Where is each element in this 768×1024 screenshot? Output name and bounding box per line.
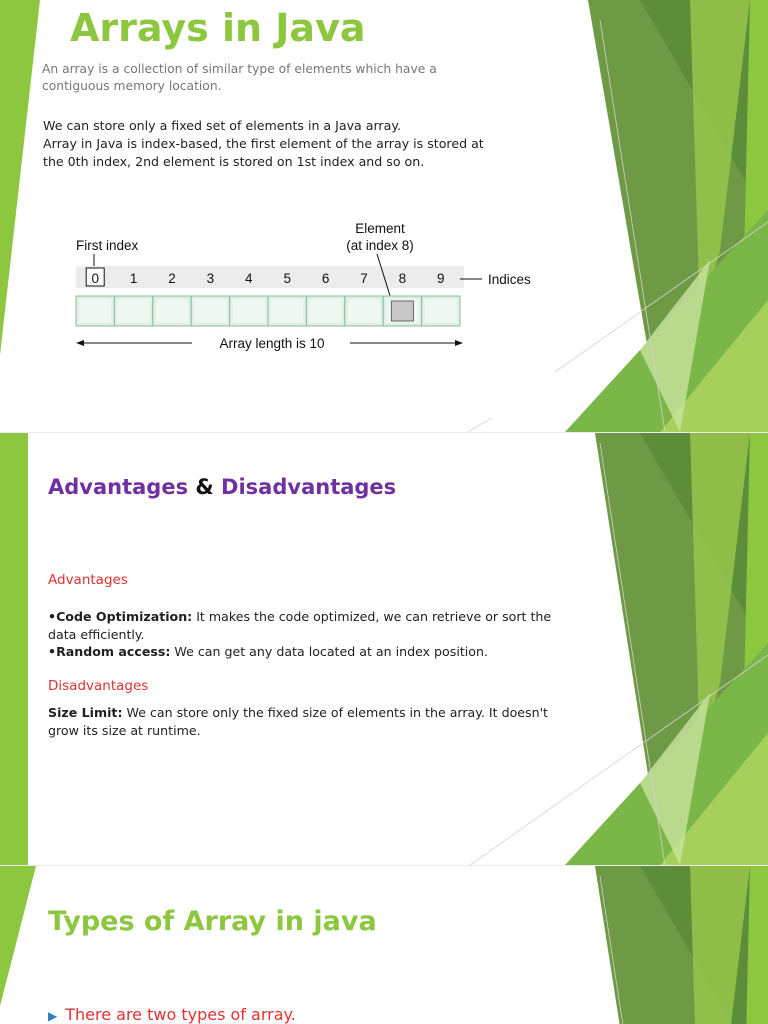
array-cell-inner: [348, 299, 380, 323]
first-index-label: First index: [76, 238, 139, 253]
advantages-heading: Advantages: [48, 572, 128, 588]
page-title: Arrays in Java: [70, 6, 366, 50]
disadvantages-heading: Disadvantages: [48, 678, 149, 694]
advantages-disadvantages-title: [48, 475, 396, 499]
array-cell-inner: [79, 299, 111, 323]
arrow-right-icon: ▶: [48, 1009, 58, 1023]
element-label-line2: (at index 8): [346, 238, 414, 253]
term-size-limit: Size Limit:: [48, 705, 123, 720]
types-bullet-text: There are two types of array.: [65, 1005, 296, 1024]
array-cell-inner: [309, 299, 341, 323]
index-label: 6: [321, 271, 330, 286]
array-cell-inner: [233, 299, 265, 323]
term-code-optimization: Code Optimization:: [56, 609, 193, 624]
title-disadvantages: Disadvantages: [221, 475, 397, 499]
slide-types-of-array: [0, 866, 768, 1024]
index-label: 9: [437, 271, 445, 286]
array-cell-inner: [425, 299, 457, 323]
disadvantage-description: We can store only the fixed size of elements in the array. It doesn't grow its size at runtime.: [48, 705, 548, 738]
advantage-description: We can get any data located at an index position.: [170, 644, 488, 659]
index-label: 3: [206, 271, 215, 286]
index-label: 0: [91, 271, 99, 286]
description-line-2: Array in Java is index-based, the first element of the array is stored at: [43, 136, 484, 151]
intro-text: An array is a collection of similar type of elements which have a contiguous memory location.: [42, 62, 437, 93]
advantage-item-code-optimization: [48, 608, 568, 643]
array-cell-inner: [117, 299, 149, 323]
array-cells: [76, 296, 460, 326]
bullet: •: [48, 644, 57, 659]
array-cell-inner: [194, 299, 226, 323]
bullet: •: [48, 609, 57, 624]
slide-decoration: [0, 866, 768, 1024]
index-label: 7: [360, 271, 368, 286]
advantage-item-random-access: [48, 643, 568, 661]
array-cell-inner: [156, 299, 188, 323]
length-arrowhead-right: [455, 340, 463, 346]
types-bullet: [48, 1005, 296, 1024]
array-length-label: Array length is 10: [219, 336, 325, 351]
advantage-description: It makes the code optimized, we can retrieve or sort the data efficiently.: [48, 609, 552, 642]
index-label: 5: [283, 271, 291, 286]
title-ampersand: &: [195, 475, 214, 499]
index-label: 4: [245, 271, 253, 286]
length-arrowhead-left: [76, 340, 84, 346]
title-advantages: Advantages: [48, 475, 189, 499]
element-label-line1: Element: [355, 221, 405, 236]
description-line-3: the 0th index, 2nd element is stored on 1st index and so on.: [43, 154, 425, 169]
highlighted-element: [391, 301, 413, 321]
advantages-list: [48, 608, 568, 661]
indices-label: Indices: [488, 272, 531, 287]
types-of-array-title: Types of Array in java: [48, 906, 377, 937]
array-description: [43, 117, 543, 171]
slide-arrays-in-java: [0, 0, 768, 432]
term-random-access: Random access:: [56, 644, 171, 659]
description-line-1: We can store only a fixed set of elements in a Java array.: [43, 118, 401, 133]
disadvantage-item-size-limit: [48, 704, 568, 740]
array-cell-inner: [271, 299, 303, 323]
index-label: 2: [168, 271, 176, 286]
array-diagram: [60, 218, 560, 358]
index-label: 8: [398, 271, 407, 286]
index-label: 1: [129, 271, 138, 286]
